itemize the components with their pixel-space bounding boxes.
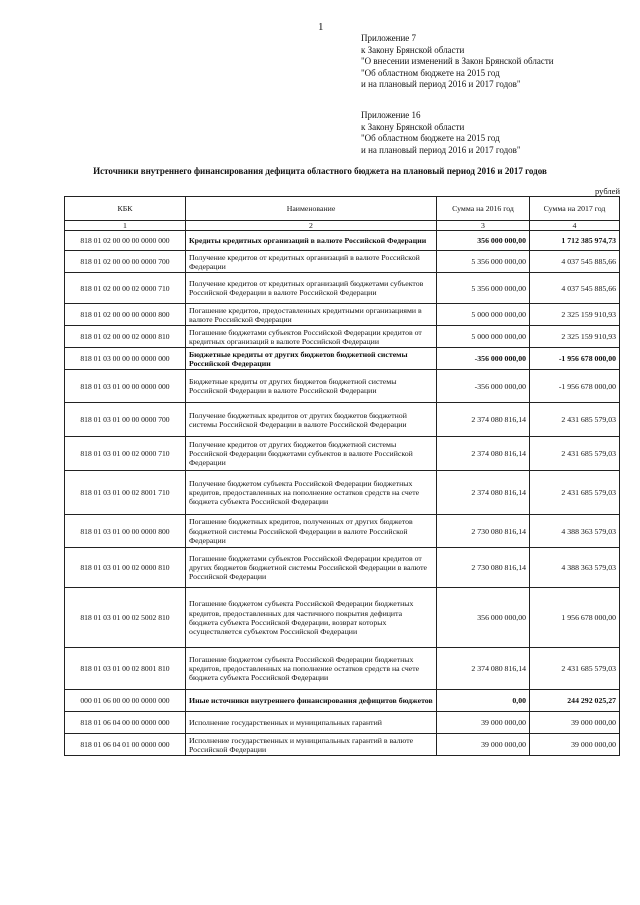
name-cell: Иные источники внутреннего финансирования дефицитов бюджетов	[186, 690, 437, 712]
kbk-cell: 818 01 03 01 00 02 5002 810	[65, 588, 186, 648]
kbk-cell: 818 01 03 01 00 00 0000 000	[65, 370, 186, 403]
sum-2017-cell: 244 292 025,27	[530, 690, 620, 712]
name-cell: Погашение бюджетами субъектов Российской Федерации кредитов от кредитных организаций в валюте Российской Федерации	[186, 326, 437, 348]
sum-2017-cell: 2 431 685 579,03	[530, 648, 620, 690]
sum-2017-cell: 4 388 363 579,03	[530, 548, 620, 588]
sum-2016-cell: 5 356 000 000,00	[437, 251, 530, 273]
column-number: 3	[437, 221, 530, 231]
page-number: 1	[318, 21, 324, 33]
sum-2017-cell: 4 037 545 885,66	[530, 251, 620, 273]
table-row	[65, 588, 620, 648]
column-number: 2	[186, 221, 437, 231]
sum-2017-cell: -1 956 678 000,00	[530, 370, 620, 403]
header-sum-2016: Сумма на 2016 год	[437, 197, 530, 221]
sum-2016-cell: -356 000 000,00	[437, 348, 530, 370]
appendix-7-line2: к Закону Брянской области	[361, 44, 465, 55]
name-cell: Получение кредитов от других бюджетов бюджетной системы Российской Федерации бюджетами субъектов в валюте Российской Федерации	[186, 437, 437, 471]
sum-2017-cell: 2 325 159 910,93	[530, 304, 620, 326]
sum-2016-cell: 356 000 000,00	[437, 231, 530, 251]
sum-2016-cell: 2 374 080 816,14	[437, 437, 530, 471]
name-cell: Погашение бюджетом субъекта Российской Федерации бюджетных кредитов, предоставленных на пополнение остатков средств на счете бюджета субъекта Российской Федерации	[186, 648, 437, 690]
sum-2017-cell: 2 325 159 910,93	[530, 326, 620, 348]
table-row	[65, 304, 620, 326]
table-row	[65, 370, 620, 403]
header-name: Наименование	[186, 197, 437, 221]
kbk-cell: 818 01 03 01 00 00 0000 800	[65, 515, 186, 548]
name-cell: Исполнение государственных и муниципальных гарантий	[186, 712, 437, 734]
name-cell: Получение кредитов от кредитных организаций бюджетами субъектов Российской Федерации в валюте Российской Федерации	[186, 273, 437, 304]
sum-2017-cell: 1 712 385 974,73	[530, 231, 620, 251]
table-row	[65, 251, 620, 273]
sum-2017-cell: -1 956 678 000,00	[530, 348, 620, 370]
appendix-16-line1: Приложение 16	[361, 110, 421, 120]
sum-2016-cell: 0,00	[437, 690, 530, 712]
table-row	[65, 548, 620, 588]
table-row	[65, 471, 620, 515]
sum-2017-cell: 39 000 000,00	[530, 712, 620, 734]
name-cell: Погашение бюджетных кредитов, полученных от других бюджетов бюджетной системы Российской Федерации в валюте Российской Федерации	[186, 515, 437, 548]
header-kbk: КБК	[65, 197, 186, 221]
header-sum-2017: Сумма на 2017 год	[530, 197, 620, 221]
sum-2017-cell: 2 431 685 579,03	[530, 403, 620, 437]
sum-2016-cell: 2 374 080 816,14	[437, 471, 530, 515]
table-row	[65, 734, 620, 756]
table-row	[65, 403, 620, 437]
name-cell: Кредиты кредитных организаций в валюте Российской Федерации	[186, 231, 437, 251]
sum-2016-cell: 5 000 000 000,00	[437, 304, 530, 326]
sum-2017-cell: 2 431 685 579,03	[530, 437, 620, 471]
sum-2017-cell: 39 000 000,00	[530, 734, 620, 756]
kbk-cell: 818 01 02 00 00 00 0000 700	[65, 251, 186, 273]
kbk-cell: 818 01 02 00 00 00 0000 800	[65, 304, 186, 326]
table-header-row	[65, 197, 620, 221]
kbk-cell: 818 01 02 00 00 02 0000 810	[65, 326, 186, 348]
kbk-cell: 818 01 03 01 00 02 0000 710	[65, 437, 186, 471]
table-row	[65, 437, 620, 471]
kbk-cell: 818 01 03 01 00 02 8001 710	[65, 471, 186, 515]
column-number-row	[65, 221, 620, 231]
appendix-16-line4: и на плановый период 2016 и 2017 годов"	[361, 144, 521, 155]
kbk-cell: 818 01 03 01 00 02 0000 810	[65, 548, 186, 588]
document-title: Источники внутреннего финансирования дефицита областного бюджета на плановый период 2016 и 2017 годов	[93, 166, 547, 176]
sum-2016-cell: 2 374 080 816,14	[437, 403, 530, 437]
sum-2017-cell: 1 956 678 000,00	[530, 588, 620, 648]
sum-2016-cell: -356 000 000,00	[437, 370, 530, 403]
appendix-7-line1: Приложение 7	[361, 33, 417, 43]
sum-2016-cell: 2 730 080 816,14	[437, 548, 530, 588]
kbk-cell: 818 01 03 01 00 02 8001 810	[65, 648, 186, 690]
sum-2016-cell: 2 730 080 816,14	[437, 515, 530, 548]
name-cell: Получение бюджетных кредитов от других бюджетов бюджетной системы Российской Федерации в валюте Российской Федерации	[186, 403, 437, 437]
name-cell: Погашение бюджетами субъектов Российской Федерации кредитов от других бюджетов бюджетной системы Российской Федерации в валюте Российской Федерации	[186, 548, 437, 588]
financing-sources-table	[64, 196, 620, 756]
appendix-16-header	[361, 110, 521, 156]
units-label: рублей	[595, 186, 620, 196]
table-row	[65, 648, 620, 690]
appendix-7-line4: "Об областном бюджете на 2015 год	[361, 67, 500, 78]
sum-2016-cell: 39 000 000,00	[437, 712, 530, 734]
sum-2016-cell: 5 356 000 000,00	[437, 273, 530, 304]
sum-2016-cell: 39 000 000,00	[437, 734, 530, 756]
appendix-7-header	[361, 33, 554, 91]
column-number: 4	[530, 221, 620, 231]
kbk-cell: 818 01 06 04 01 00 0000 000	[65, 734, 186, 756]
appendix-16-line3: "Об областном бюджете на 2015 год	[361, 133, 500, 143]
sum-2016-cell: 5 000 000 000,00	[437, 326, 530, 348]
name-cell: Бюджетные кредиты от других бюджетов бюджетной системы Российской Федерации в валюте Российской Федерации	[186, 370, 437, 403]
name-cell: Бюджетные кредиты от других бюджетов бюджетной системы Российской Федерации	[186, 348, 437, 370]
name-cell: Получение кредитов от кредитных организаций в валюте Российской Федерации	[186, 251, 437, 273]
kbk-cell: 818 01 03 01 00 00 0000 700	[65, 403, 186, 437]
sum-2016-cell: 356 000 000,00	[437, 588, 530, 648]
name-cell: Погашение кредитов, предоставленных кредитными организациями в валюте Российской Федерации	[186, 304, 437, 326]
appendix-7-line5: и на плановый период 2016 и 2017 годов"	[361, 79, 521, 89]
name-cell: Погашение бюджетом субъекта Российской Федерации бюджетных кредитов, предоставленных для частичного покрытия дефицита бюджета субъекта Российской Федерации, возврат которых осуществляется субъектом Российской Федерации	[186, 588, 437, 648]
sum-2017-cell: 4 388 363 579,03	[530, 515, 620, 548]
sum-2017-cell: 2 431 685 579,03	[530, 471, 620, 515]
kbk-cell: 000 01 06 00 00 00 0000 000	[65, 690, 186, 712]
table-row	[65, 515, 620, 548]
table-row	[65, 690, 620, 712]
table-row	[65, 231, 620, 251]
appendix-16-line2: к Закону Брянской области	[361, 121, 465, 132]
kbk-cell: 818 01 02 00 00 02 0000 710	[65, 273, 186, 304]
kbk-cell: 818 01 03 00 00 00 0000 000	[65, 348, 186, 370]
sum-2016-cell: 2 374 080 816,14	[437, 648, 530, 690]
sum-2017-cell: 4 037 545 885,66	[530, 273, 620, 304]
kbk-cell: 818 01 02 00 00 00 0000 000	[65, 231, 186, 251]
name-cell: Получение бюджетом субъекта Российской Федерации бюджетных кредитов, предоставленных на пополнение остатков средств на счете бюджета субъекта Российской Федерации	[186, 471, 437, 515]
table-row	[65, 326, 620, 348]
table-row	[65, 348, 620, 370]
table-row	[65, 712, 620, 734]
name-cell: Исполнение государственных и муниципальных гарантий в валюте Российской Федерации	[186, 734, 437, 756]
column-number: 1	[65, 221, 186, 231]
table-row	[65, 273, 620, 304]
appendix-7-line3: "О внесении изменений в Закон Брянской области	[361, 56, 554, 66]
table-body	[65, 231, 620, 756]
kbk-cell: 818 01 06 04 00 00 0000 000	[65, 712, 186, 734]
